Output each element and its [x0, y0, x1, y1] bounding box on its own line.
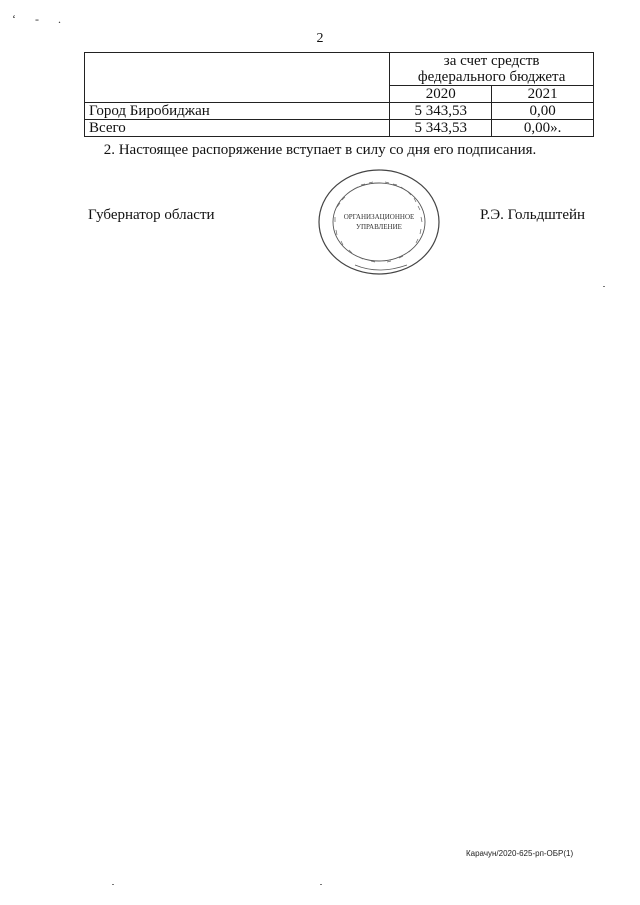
scan-speck [320, 884, 322, 885]
scan-speck [603, 286, 605, 287]
stamp-center-line1: ОРГАНИЗАЦИОННОЕ [343, 213, 415, 221]
official-stamp-seal [315, 167, 445, 282]
row-name: Город Биробиджан [85, 103, 390, 120]
row-name: Всего [85, 120, 390, 137]
header-source-line1: за счет средств [443, 53, 540, 69]
table-row [85, 120, 594, 137]
row-value-2021: 0,00 [492, 103, 594, 120]
stamp-bottom-flourish [355, 265, 407, 270]
page-number: 2 [316, 31, 324, 46]
header-empty-cell [85, 53, 390, 103]
footer-reference: Карачун/2020-625-рп-ОБР(1) [466, 849, 574, 858]
header-source-cell [390, 53, 594, 86]
signer-name: Р.Э. Гольдштейн [480, 207, 586, 223]
stamp-center-line2: УПРАВЛЕНИЕ [356, 223, 402, 231]
stamp-ring-lettering [335, 182, 422, 262]
header-source-line2: федерального бюджета [417, 69, 566, 85]
year-2021-header: 2021 [492, 86, 594, 103]
table-row [85, 103, 594, 120]
row-value-2020: 5 343,53 [390, 103, 492, 120]
row-value-2020: 5 343,53 [390, 120, 492, 137]
scan-speck [112, 884, 114, 885]
clause-2-text: 2. Настоящее распоряжение вступает в силу со дня его подписания. [103, 142, 537, 158]
stamp-outer-ring [319, 170, 439, 274]
year-2020-header: 2020 [390, 86, 492, 103]
stamp-inner-ring [333, 183, 425, 261]
signer-title: Губернатор области [88, 207, 215, 223]
scan-corner-marks: ‘ - . [12, 12, 69, 26]
row-value-2021: 0,00». [492, 120, 594, 137]
table-header-row [85, 53, 594, 86]
budget-table [84, 52, 594, 137]
